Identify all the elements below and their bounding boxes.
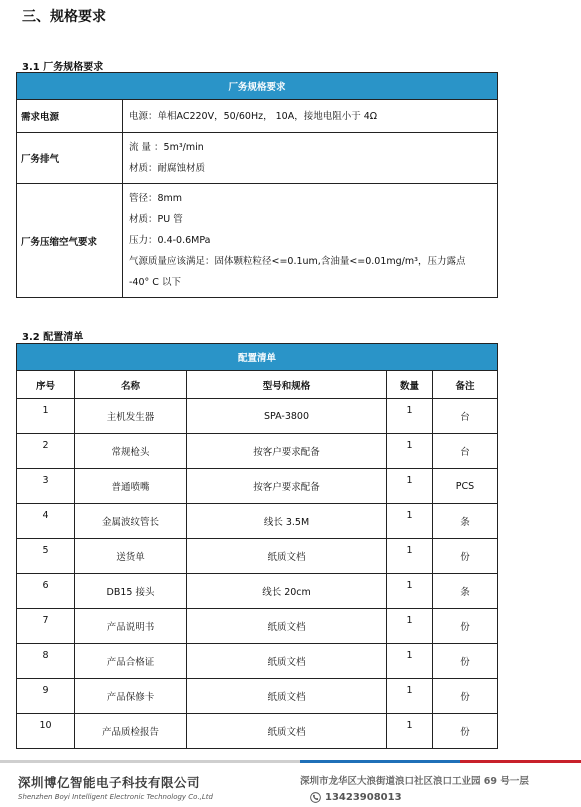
table-row	[17, 100, 498, 133]
cell-index: 6	[17, 574, 75, 609]
cell-name: 产品保修卡	[75, 679, 187, 714]
cell-model: 纸质文档	[187, 679, 387, 714]
cell-model: 线长 20cm	[187, 574, 387, 609]
cell-name: 产品质检报告	[75, 714, 187, 749]
cell-name: 常规枪头	[75, 434, 187, 469]
cell-model: 纸质文档	[187, 644, 387, 679]
column-header: 数量	[387, 371, 433, 399]
cell-qty: 1	[387, 469, 433, 504]
column-header: 备注	[433, 371, 498, 399]
cell-name: 产品说明书	[75, 609, 187, 644]
cell-note: 份	[433, 539, 498, 574]
company-name: 深圳博亿智能电子科技有限公司	[18, 775, 201, 790]
column-header: 型号和规格	[187, 371, 387, 399]
cell-index: 4	[17, 504, 75, 539]
cell-name: 产品合格证	[75, 644, 187, 679]
value-line: -40° C 以下	[129, 277, 181, 288]
cell-index: 2	[17, 434, 75, 469]
cell-model: 按客户要求配备	[187, 469, 387, 504]
cell-index: 1	[17, 399, 75, 434]
phone-number: 13423908013	[325, 792, 402, 803]
cell-index: 7	[17, 609, 75, 644]
cell-model: 纸质文档	[187, 609, 387, 644]
row-key: 需求电源	[17, 100, 123, 133]
row-key: 厂务压缩空气要求	[17, 184, 123, 298]
value-line: 管径：8mm	[129, 193, 183, 204]
cell-model: SPA-3800	[187, 399, 387, 434]
company-address: 深圳市龙华区大浪街道浪口社区浪口工业园 69 号一层	[300, 776, 529, 787]
column-header-row	[17, 371, 498, 399]
table-row	[17, 133, 498, 184]
factory-table-header: 厂务规格要求	[17, 73, 498, 100]
cell-model: 线长 3.5M	[187, 504, 387, 539]
subsection-title-config: 3.2 配置清单	[22, 332, 84, 343]
table-row	[17, 399, 498, 434]
cell-index: 3	[17, 469, 75, 504]
table-row	[17, 644, 498, 679]
row-value	[123, 100, 498, 133]
table-row	[17, 469, 498, 504]
table-row	[17, 434, 498, 469]
cell-qty: 1	[387, 399, 433, 434]
company-name-en: Shenzhen Boyi Intelligent Electronic Technology Co.,Ltd	[18, 793, 213, 801]
cell-name: 金属波纹管长	[75, 504, 187, 539]
cell-model: 纸质文档	[187, 714, 387, 749]
cell-qty: 1	[387, 504, 433, 539]
cell-index: 9	[17, 679, 75, 714]
cell-model: 按客户要求配备	[187, 434, 387, 469]
cell-note: 份	[433, 609, 498, 644]
cell-qty: 1	[387, 539, 433, 574]
row-value	[123, 133, 498, 184]
cell-name: 普通喷嘴	[75, 469, 187, 504]
cell-qty: 1	[387, 679, 433, 714]
value-line: 电源：单相AC220V，50/60Hz， 10A，接地电阻小于 4Ω	[129, 110, 378, 122]
table-row	[17, 504, 498, 539]
table-row	[17, 609, 498, 644]
column-header: 序号	[17, 371, 75, 399]
table-row	[17, 714, 498, 749]
cell-index: 8	[17, 644, 75, 679]
table-row	[17, 574, 498, 609]
section-title: 三、规格要求	[22, 9, 106, 25]
factory-spec-table	[16, 72, 498, 298]
phone-icon	[310, 792, 321, 803]
config-table-header: 配置清单	[17, 344, 498, 371]
cell-name: 主机发生器	[75, 399, 187, 434]
cell-note: 份	[433, 679, 498, 714]
cell-name: 送货单	[75, 539, 187, 574]
subsection-title-factory: 3.1 厂务规格要求	[22, 62, 104, 73]
table-row	[17, 184, 498, 298]
table-row	[17, 679, 498, 714]
cell-note: 份	[433, 644, 498, 679]
cell-index: 5	[17, 539, 75, 574]
value-line: 流 量 ：5m³/min	[129, 142, 204, 153]
cell-qty: 1	[387, 609, 433, 644]
value-line: 材质：耐腐蚀材质	[129, 163, 206, 174]
table-row	[17, 539, 498, 574]
column-header: 名称	[75, 371, 187, 399]
company-phone	[310, 792, 402, 803]
cell-note: 台	[433, 399, 498, 434]
value-line: 材质：PU 管	[129, 214, 183, 225]
value-line: 压力：0.4-0.6MPa	[129, 235, 211, 246]
cell-qty: 1	[387, 644, 433, 679]
cell-qty: 1	[387, 574, 433, 609]
footer-divider	[0, 760, 581, 764]
cell-note: 份	[433, 714, 498, 749]
config-list-table	[16, 343, 498, 749]
cell-qty: 1	[387, 434, 433, 469]
cell-index: 10	[17, 714, 75, 749]
cell-model: 纸质文档	[187, 539, 387, 574]
cell-qty: 1	[387, 714, 433, 749]
cell-note: 台	[433, 434, 498, 469]
row-key: 厂务排气	[17, 133, 123, 184]
cell-note: 条	[433, 504, 498, 539]
value-line: 气源质量应该满足：固体颗粒粒径<=0.1um,含油量<=0.01mg/m³，压力露点	[129, 256, 466, 267]
cell-name: DB15 接头	[75, 574, 187, 609]
cell-note: PCS	[433, 469, 498, 504]
cell-note: 条	[433, 574, 498, 609]
row-value	[123, 184, 498, 298]
